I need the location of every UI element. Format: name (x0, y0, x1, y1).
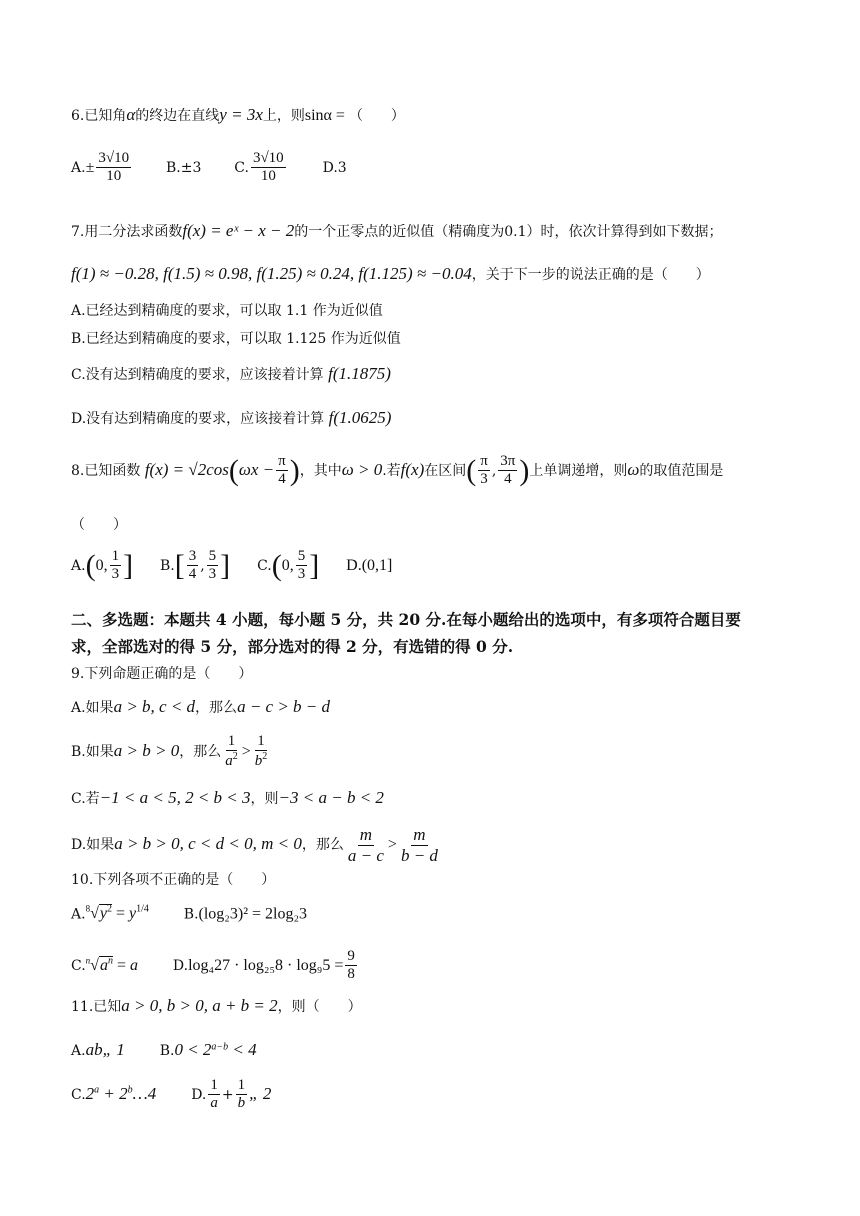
q8-stem: 8.已知函数 f(x) = √2cos(ωx − $\frac{\pi}{4}$ )，其中ω > 0.若f(x)在区间( $\frac{\pi}{3}$ , $\frac{3\pi}{4}$ )上单调递增，则ω的取值范围是 (71, 453, 724, 488)
section2-heading-line1: 二、多选题：本题共 4 小题，每小题 5 分，共 20 分.在每小题给出的选项中，有多项符合题目要 (71, 610, 741, 629)
q8-pi-over-4: $\frac{\pi}{4}$ (278, 453, 286, 488)
q7-option-b: B.已经达到精确度的要求，可以取 1.125 作为近似值 (71, 331, 401, 347)
q7-stem-line1: 7.用二分法求函数f(x) = eˣ − x − 2的一个正零点的近似值（精确度为0.1）时，依次计算得到如下数据； (71, 221, 723, 240)
q8-blank: （ ） (71, 517, 127, 533)
q7-option-d: D.没有达到精确度的要求，应该接着计算 f(1.0625) (71, 408, 392, 427)
q10-option-a-expr: $^8√y^2 = y^{1/4}$ (85, 904, 149, 923)
q9-option-d: D.如果a > b > 0, c < d < 0, m < 0，那么 $\frac{m}{a - c}$ > $\frac{m}{b - d}$ (71, 825, 438, 865)
q6-option-a-fraction: $\frac{3√10}{10}$ (98, 150, 130, 185)
q10-option-c-expr: $^n√a^n = a$ (85, 955, 138, 974)
q7-option-c: C.没有达到精确度的要求，应该接着计算 f(1.1875) (71, 364, 391, 383)
q6-option-c-fraction: $\frac{3√10}{10}$ (252, 150, 284, 185)
q10-options-cd: $C.^n√a^n = a$ D.log₄27 · log₂₅8 · log₉5 = $\frac{9}{8}$ (71, 948, 355, 983)
q10-options-ab: $A.^8√y^2 = y^{1/4}$ B.(log₂3)² = 2log₂3 (71, 904, 308, 923)
q6-options: A.± $\frac{3√10}{10}$ B.±3 C. $\frac{3√10}{10}$ D.3 (71, 150, 347, 185)
q9-stem: 9.下列命题正确的是（ ） (71, 666, 253, 682)
q10-stem: 10.下列各项不正确的是（ ） (71, 872, 276, 888)
q7-option-a: A.已经达到精确度的要求，可以取 1.1 作为近似值 (71, 303, 383, 319)
q11-options-ab: A.ab„ 1 $B.0 < 2^{a-b} < 4$ (71, 1040, 257, 1059)
q9-option-c: C.若−1 < a < 5, 2 < b < 3，则−3 < a − b < 2 (71, 788, 384, 807)
q11-options-cd: $C.2^a + 2^b\dots 4$ D. $\frac{1}{a}$ + $\frac{1}{b}$ „ 2 (71, 1077, 272, 1112)
q6-stem: 6.已知角α的终边在直线y = 3x上，则sinα = （ ） (71, 105, 405, 124)
q9-option-b: B.如果a > b > 0，那么 $\frac{1}{a^2}$ > $\frac{1}{b^2}$ (71, 733, 268, 770)
q7-stem-line2: f(1) ≈ −0.28, f(1.5) ≈ 0.98, f(1.25) ≈ 0.24, f(1.125) ≈ −0.04，关于下一步的说法正确的是（ ） (71, 264, 710, 283)
q11-stem: 11.已知a > 0, b > 0, a + b = 2，则（ ） (71, 996, 362, 1015)
q8-options: A.(0, $\frac{1}{3}$ ] B.[ $\frac{3}{4}$ , $\frac{5}{3}$ ] C.(0, $\frac{5}{3}$ ] D.(0,1] (71, 548, 393, 583)
q9-option-a: A.如果a > b, c < d，那么a − c > b − d (71, 697, 331, 716)
section2-heading-line2: 求，全部选对的得 5 分，部分选对的得 2 分，有选错的得 0 分. (71, 637, 514, 656)
